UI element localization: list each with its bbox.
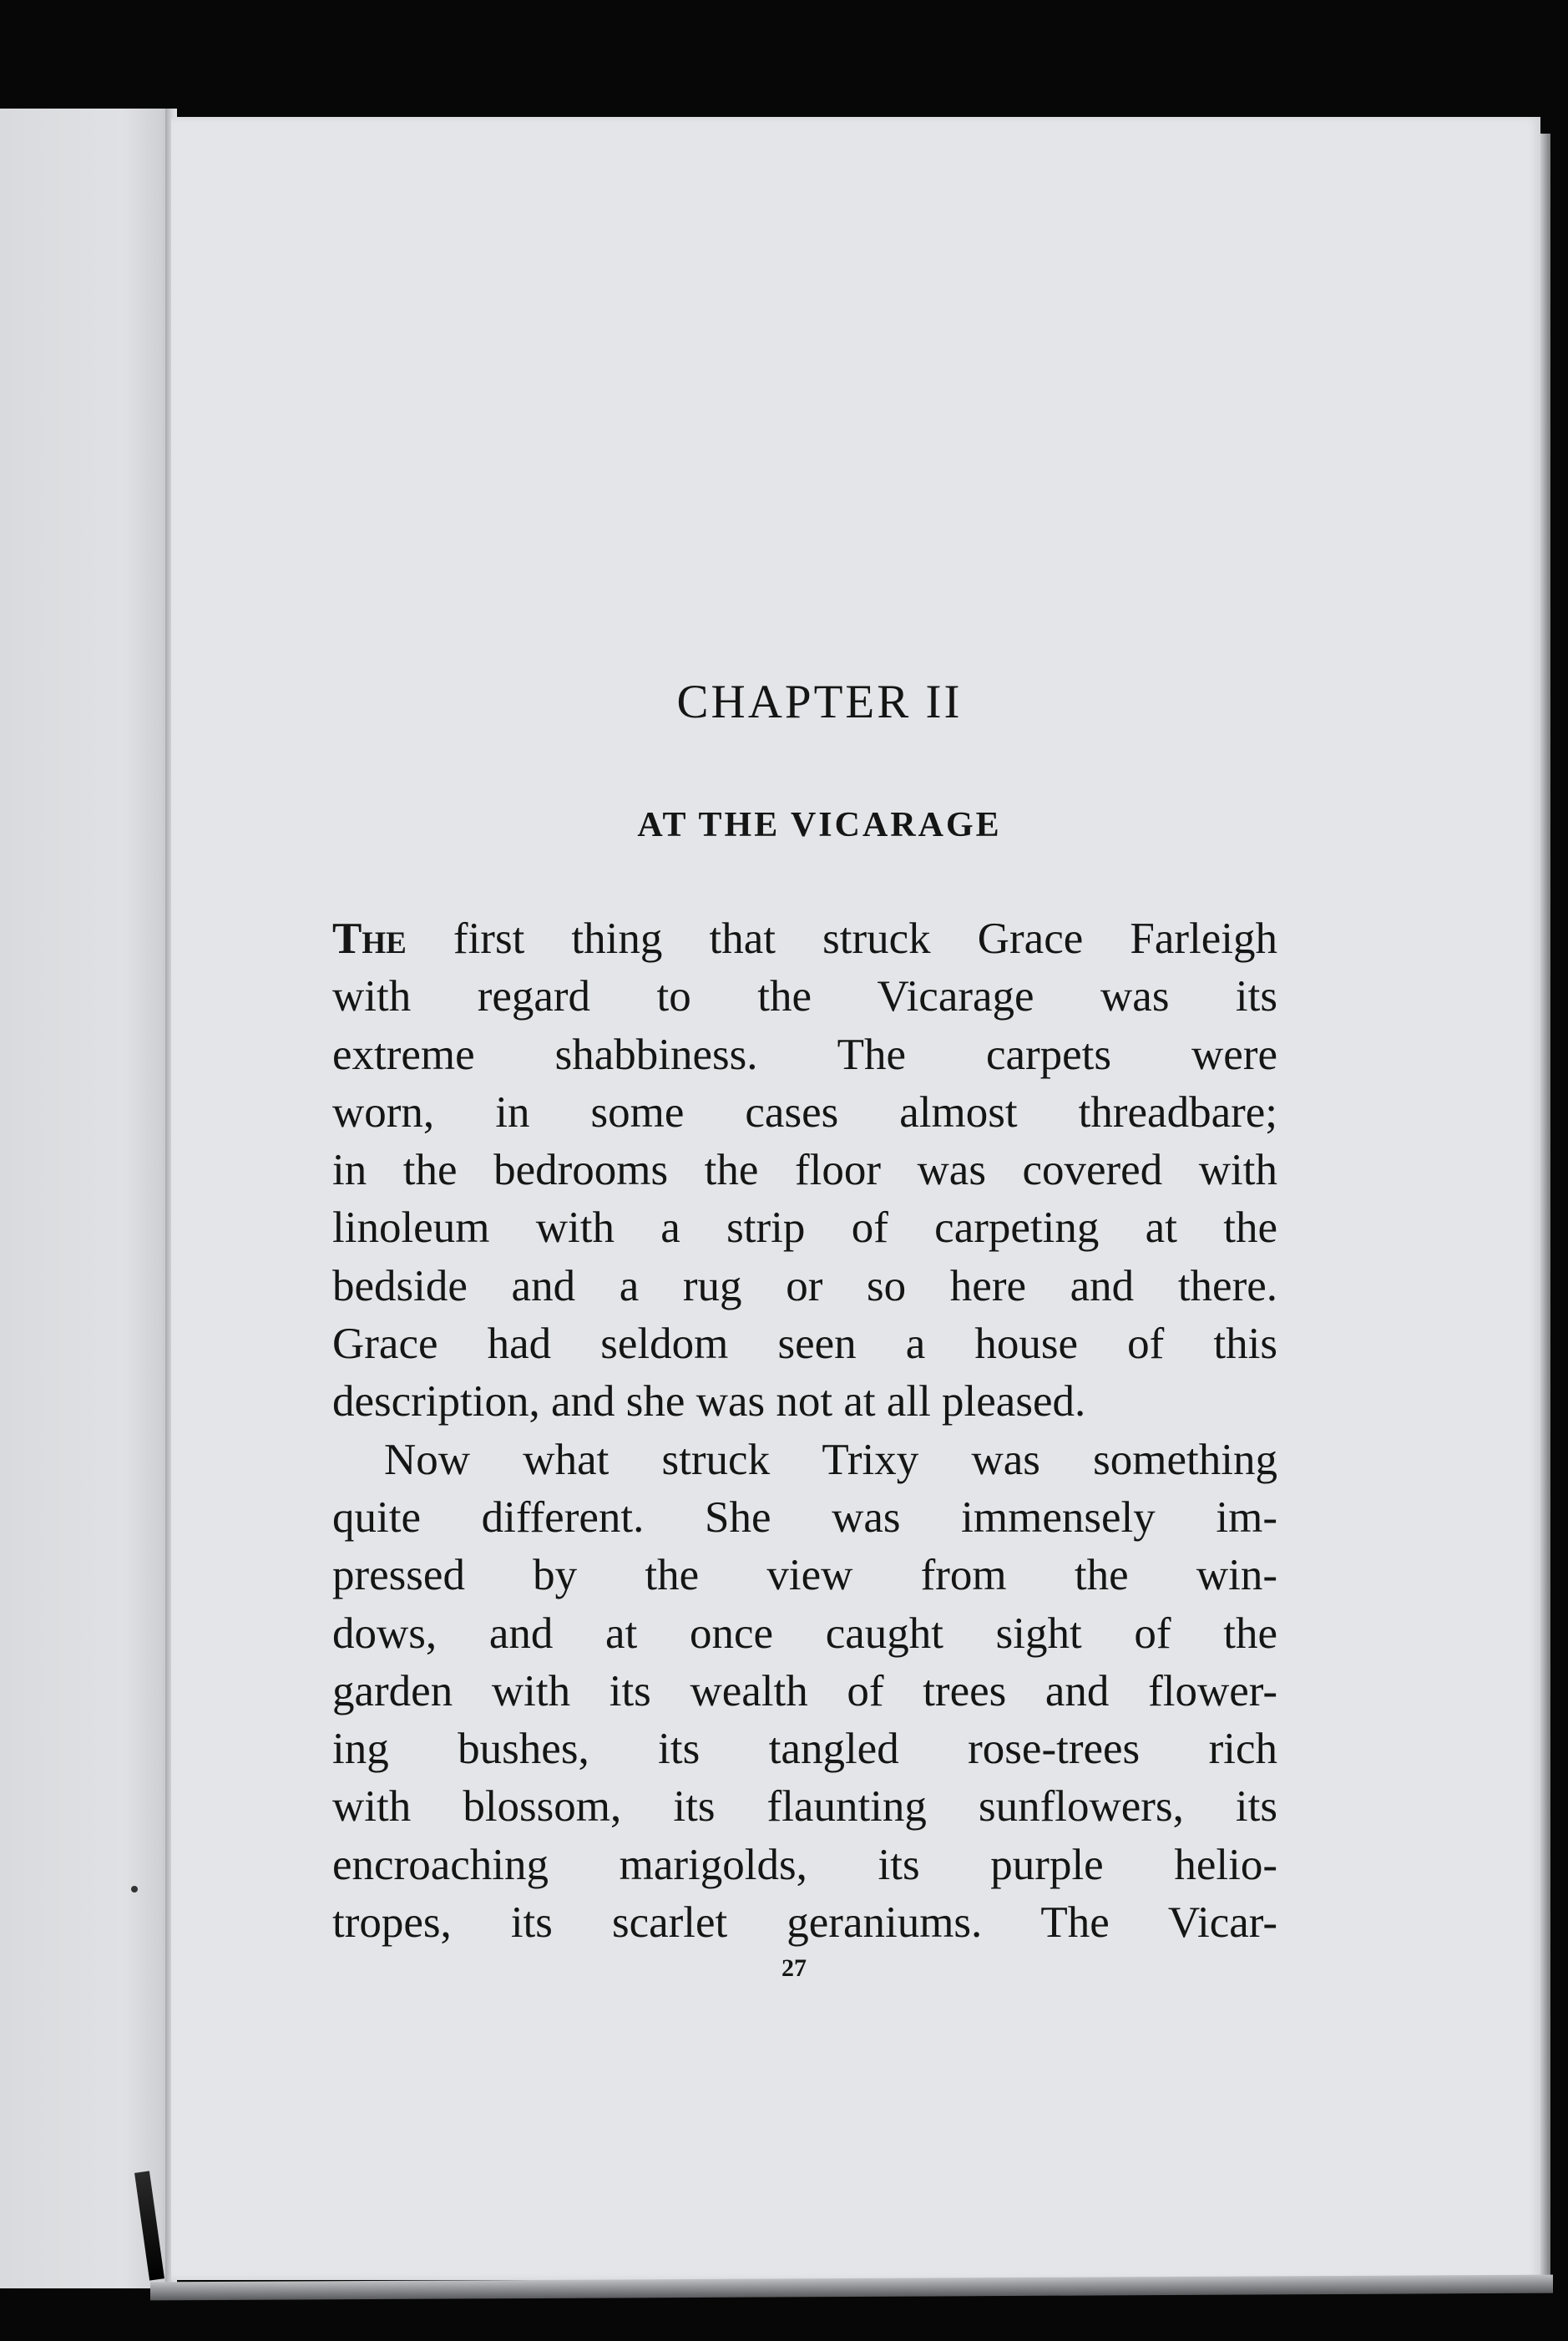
margin-speck xyxy=(131,1886,138,1893)
text-line: encroaching marigolds, its purple helio- xyxy=(332,1840,1277,1889)
text-line: ing bushes, its tangled rose-trees rich xyxy=(332,1725,1277,1774)
body-text xyxy=(332,910,1277,1952)
lead-word: The xyxy=(332,915,407,963)
chapter-number: CHAPTER II xyxy=(676,676,963,728)
right-page-rim xyxy=(1540,134,1550,2288)
text-line: garden with its wealth of trees and flower- xyxy=(332,1666,1277,1715)
text-line xyxy=(332,910,1277,968)
text-line: linoleum with a strip of carpeting at the xyxy=(332,1203,1277,1253)
text-line: Grace had seldom seen a house of this xyxy=(332,1320,1277,1369)
text-line: Now what struck Trixy was something xyxy=(384,1435,1277,1484)
text-line: pressed by the view from the win- xyxy=(332,1551,1277,1600)
text-line: dows, and at once caught sight of the xyxy=(332,1609,1277,1658)
text-line: extreme shabbiness. The carpets were xyxy=(332,1030,1277,1079)
text-line: worn, in some cases almost threadbare; xyxy=(332,1087,1277,1137)
text-line: tropes, its scarlet geraniums. The Vicar- xyxy=(332,1898,1277,1948)
text-line: with regard to the Vicarage was its xyxy=(332,972,1277,1021)
page-number: 27 xyxy=(781,1954,807,1982)
text-line: with blossom, its flaunting sunflowers, its xyxy=(332,1782,1277,1832)
left-page-edge xyxy=(0,109,175,2288)
text-line: in the bedrooms the floor was covered with xyxy=(332,1146,1277,1195)
text-line: bedside and a rug or so here and there. xyxy=(332,1261,1277,1310)
chapter-title: AT THE VICARAGE xyxy=(637,806,1002,844)
text-line: description, and she was not at all pleased. xyxy=(332,1377,1086,1426)
text-line: quite different. She was immensely im- xyxy=(332,1492,1277,1542)
line-text: first thing that struck Grace Farleigh xyxy=(406,915,1277,963)
